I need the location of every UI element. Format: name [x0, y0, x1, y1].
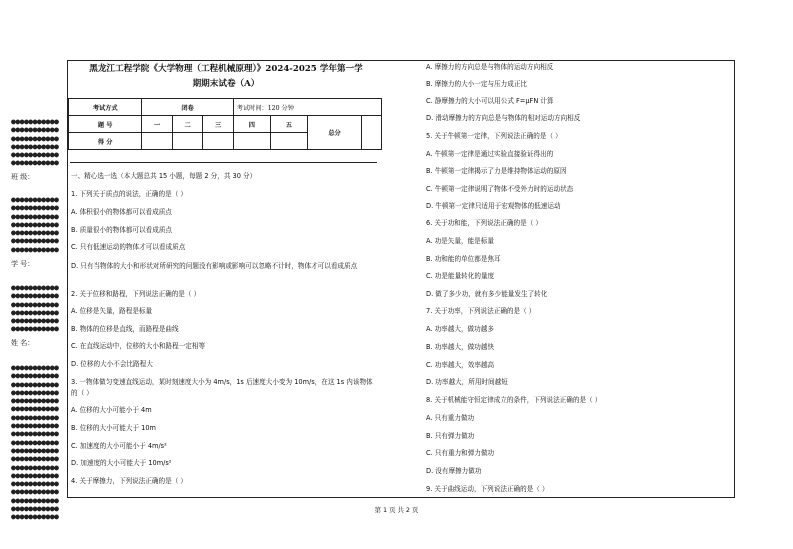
question: 5. 关于牛顿第一定律，下列说法正确的是（ ） [426, 132, 562, 140]
seal-dots: ●●●●●●●●●●● ●●●●●●●●●●● ●●●●●●●●●●● ●●●●●●●●●●● ●●●●●●●●●●● ●●●●●●●●●●● ●●●●●●●●●●● [11, 195, 59, 254]
name-label: 姓 名： [11, 339, 35, 347]
question-no-label: 题 号 [69, 116, 142, 133]
option: B. 质量很小的物体都可以看成质点 [71, 226, 173, 234]
option: A. 功是矢量，能是标量 [426, 237, 494, 245]
title-line-2: 期期末试卷（A） [192, 79, 260, 89]
option: D. 加速度的大小可能大于 10m/s² [71, 459, 172, 467]
exam-type-value: 闭卷 [142, 99, 233, 116]
option: C. 在直线运动中，位移的大小和路程一定相等 [71, 342, 206, 350]
page-footer: 第 1 页 共 2 页 [374, 506, 419, 514]
option: B. 位移的大小可能大于 10m [71, 424, 156, 432]
question: 8. 关于机械能守恒定律成立的条件，下列说法正确的是（ ） [426, 396, 602, 404]
student-id-label: 学 号： [11, 260, 35, 268]
option: A. 体积很小的物体都可以看成质点 [71, 208, 172, 216]
option: D. 牛顿第一定律只适用于宏观物体的低速运动 [426, 202, 561, 210]
option: D. 没有摩擦力做功 [426, 467, 482, 475]
question: 7. 关于功率，下列说法正确的是（ ） [426, 307, 536, 315]
option: B. 物体的位移是直线，而路程是曲线 [71, 325, 179, 333]
option: A. 牛顿第一定律是通过实验直接验证得出的 [426, 150, 554, 158]
option: D. 功率越大，所用时间越短 [426, 378, 508, 386]
option: C. 功率越大，效率越高 [426, 361, 495, 369]
section-header: 四 [233, 116, 270, 133]
question: 9. 关于曲线运动，下列说法正确的是（ ） [426, 485, 549, 493]
score-cell [172, 133, 202, 150]
option: C. 静摩擦力的大小可以用公式 F=μFN 计算 [426, 97, 554, 105]
option: A. 位移是矢量，路程是标量 [71, 307, 153, 315]
score-cell [270, 133, 307, 150]
option: D. 做了多少功，就有多少能量发生了转化 [426, 290, 548, 298]
option: A. 只有重力做功 [426, 414, 475, 422]
option: A. 位移的大小可能小于 4m [71, 406, 152, 414]
exam-title [70, 62, 382, 92]
option: C. 牛顿第一定律说明了物体不受外力时的运动状态 [426, 185, 574, 193]
seal-dots: ●●●●●●●●●●● ●●●●●●●●●●● ●●●●●●●●●●● ●●●●●●●●●●● ●●●●●●●●●●● ●●●●●●●●●●● [11, 117, 59, 168]
exam-info-table [68, 98, 382, 150]
score-cell [142, 133, 172, 150]
option: C. 加速度的大小可能小于 4m/s² [71, 442, 167, 450]
question: 4. 关于摩擦力，下列说法正确的是（ ） [71, 477, 187, 485]
seal-dots: ●●●●●●●●●●● ●●●●●●●●●●● ●●●●●●●●●●● ●●●●●●●●●●● ●●●●●●●●●●● ●●●●●●●●●●● ●●●●●●●●●●● ●●●●●●●●●●● ●●●●●●●●●●● ●●●●●●●●●●● ●●●●●●●●●●● ●●●●●●●●●●● ●●●●●●●●●●● ●●●●●●●●●●● ●●●●●●●●●●● ●●●●●●●●●●● ●●●●●●●●●●● ●●●●●●●●●●● ●●●●●●●●●●● [11, 363, 59, 522]
option: D. 位移的大小不会比路程大 [71, 360, 153, 368]
option: C. 只有低速运动的物体才可以看成质点 [71, 243, 186, 251]
question: 2. 关于位移和路程，下列说法正确的是（ ） [71, 290, 201, 298]
seal-dots: ●●●●●●●●●●● ●●●●●●●●●●● ●●●●●●●●●●● ●●●●●●●●●●● ●●●●●●●●●●● ●●●●●●●●●●● [11, 283, 59, 334]
section-divider [70, 162, 377, 163]
question: 3. 一物体做匀变速直线运动，某时刻速度大小为 4m/s，1s 后速度大小变为 10m/s，在这 1s 内该物体的（ ） [71, 378, 373, 397]
class-label: 班 级： [11, 173, 35, 181]
title-line-1: 黑龙江工程学院《大学物理（工程机械原理）》2024-2025 学年第一学 [89, 64, 363, 74]
section-header: 一 [142, 116, 172, 133]
binding-margin [11, 118, 61, 528]
question: 1. 下列关于质点的说法，正确的是（ ） [71, 190, 187, 198]
option: B. 功和能的单位都是焦耳 [426, 255, 501, 263]
option: B. 牛顿第一定律揭示了力是维持物体运动的原因 [426, 167, 567, 175]
score-label: 得 分 [69, 133, 142, 150]
option: B. 只有弹力做功 [426, 432, 475, 440]
total-score-cell [362, 116, 382, 150]
option: D. 滑动摩擦力的方向总是与物体的相对运动方向相反 [426, 114, 581, 122]
option: B. 功率越大，做功越快 [426, 343, 495, 351]
option: D. 只有当物体的大小和形状对所研究的问题没有影响或影响可以忽略不计时，物体才可以看成质点 [71, 262, 358, 270]
section-header: 三 [203, 116, 233, 133]
question: 6. 关于功和能，下列说法正确的是（ ） [426, 219, 542, 227]
exam-type-label: 考试方式 [69, 99, 142, 116]
option: C. 功是能量转化的量度 [426, 272, 495, 280]
score-cell [233, 133, 270, 150]
exam-time: 考试时间：120 分钟 [233, 99, 381, 116]
score-cell [203, 133, 233, 150]
total-score-label: 总分 [307, 116, 361, 150]
option: A. 摩擦力的方向总是与物体的运动方向相反 [426, 63, 554, 71]
section-header: 五 [270, 116, 307, 133]
section-header: 二 [172, 116, 202, 133]
option: A. 功率越大，做功越多 [426, 325, 494, 333]
section-heading: 一、精心选一选（本大题总共 15 小题，每题 2 分，共 30 分） [71, 172, 257, 180]
option: B. 摩擦力的大小一定与压力成正比 [426, 80, 528, 88]
option: C. 只有重力和弹力做功 [426, 449, 495, 457]
